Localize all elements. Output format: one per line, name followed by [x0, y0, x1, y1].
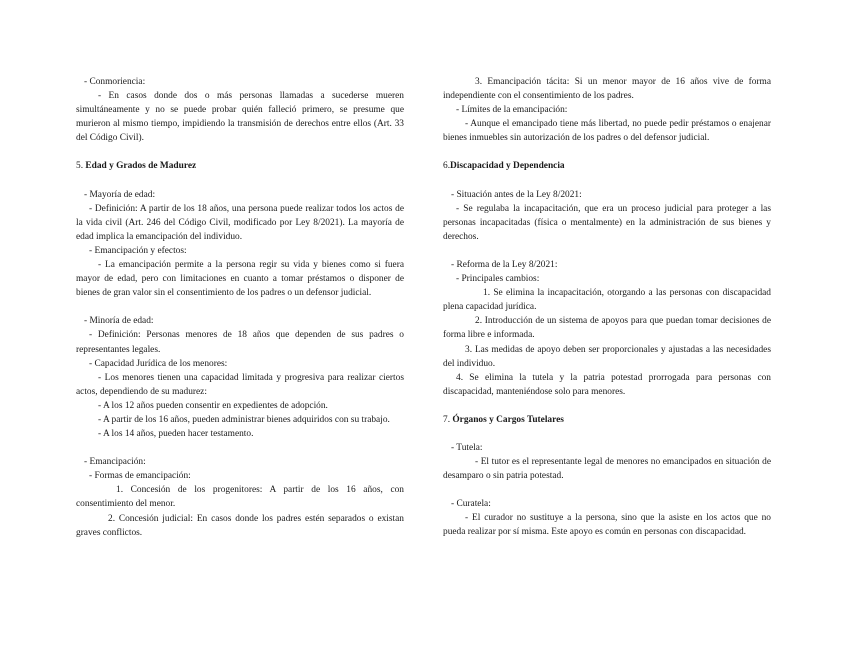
section-5-heading — [76, 159, 404, 173]
mayoria-label: - Mayoría de edad: — [84, 189, 156, 200]
emancipacion-label: - Emancipación: — [84, 457, 146, 468]
right-column — [443, 75, 771, 540]
tutela-text: - El tutor es el representante legal de menores no emancipados en situación de desamparo o sin patria potestad. — [443, 457, 771, 482]
section-7-title: Órganos y Cargos Tutelares — [452, 414, 564, 425]
capacidad-label: - Capacidad Jurídica de los menores: — [89, 358, 228, 369]
cambio-3: 3. Las medidas de apoyo deben ser proporcionales y ajustadas a las necesidades del individuo. — [443, 344, 771, 369]
curatela-label: - Curatela: — [451, 499, 491, 510]
curatela-text: - El curador no sustituye a la persona, sino que la asiste en los actos que no pueda realizar por sí misma. Este apoyo es común en personas con discapacidad. — [443, 513, 771, 538]
mayoria-definicion: - Definición: A partir de los 18 años, una persona puede realizar todos los actos de la vida civil (Art. 246 del Código Civil, modificado por Ley 8/2021). La mayoría de edad implica la emancipación del individuo. — [76, 203, 404, 242]
forma-3: 3. Emancipación tácita: Si un menor mayor de 16 años vive de forma independiente con el consentimiento de los padres. — [443, 77, 771, 102]
forma-2: 2. Concesión judicial: En casos donde los padres estén separados o existan graves conflictos. — [76, 513, 404, 538]
section-6-title: Discapacidad y Dependencia — [450, 161, 565, 172]
left-column — [76, 75, 404, 540]
section-6-number: 6. — [443, 161, 451, 172]
conmoriencia-text: - En casos donde dos o más personas llamadas a sucederse mueren simultáneamente y no se puede probar quién falleció primero, se presume que murieron al mismo tiempo, impidiendo la transmisión de derechos entre ellos (Art. 33 del Código Civil). — [76, 91, 404, 144]
capacidad-16: - A partir de los 16 años, pueden administrar bienes adquiridos con su trabajo. — [98, 414, 390, 425]
reforma-label: - Reforma de la Ley 8/2021: — [451, 259, 558, 270]
capacidad-12: - A los 12 años pueden consentir en expedientes de adopción. — [98, 400, 328, 411]
formas-label: - Formas de emancipación: — [89, 471, 191, 482]
minoria-definicion: - Definición: Personas menores de 18 años que dependen de sus padres o representantes legales. — [76, 330, 404, 355]
section-6-heading — [443, 159, 771, 173]
capacidad-text: - Los menores tienen una capacidad limitada y progresiva para realizar ciertos actos, dependiendo de su madurez: — [76, 372, 404, 397]
situacion-text: - Se regulaba la incapacitación, que era un proceso judicial para proteger a las personas incapacitadas (física o mentalmente) en la administración de sus bienes y derechos. — [443, 203, 771, 242]
situacion-label: - Situación antes de la Ley 8/2021: — [451, 189, 582, 200]
forma-1: 1. Concesión de los progenitores: A partir de los 16 años, con consentimiento del menor. — [76, 485, 404, 510]
section-5-title: Edad y Grados de Madurez — [85, 161, 197, 172]
section-5-number: 5. — [76, 161, 84, 172]
cambio-1: 1. Se elimina la incapacitación, otorgando a las personas con discapacidad plena capacidad jurídica. — [443, 288, 771, 313]
section-7-heading — [443, 413, 771, 427]
conmoriencia-label: - Conmoriencia: — [84, 77, 146, 87]
cambios-label: - Principales cambios: — [456, 274, 540, 285]
cambio-2: 2. Introducción de un sistema de apoyos para que puedan tomar decisiones de forma libre e informada. — [443, 316, 771, 341]
tutela-label: - Tutela: — [451, 442, 483, 453]
mayoria-efectos-label: - Emancipación y efectos: — [89, 245, 187, 256]
capacidad-14: - A los 14 años, pueden hacer testamento. — [98, 429, 254, 440]
cambio-4: 4. Se elimina la tutela y la patria potestad prorrogada para personas con discapacidad, manteniéndose solo para menores. — [443, 372, 771, 397]
section-7-number: 7. — [443, 414, 451, 425]
limites-text: - Aunque el emancipado tiene más libertad, no puede pedir préstamos o enajenar bienes inmuebles sin autorización de los padres o del defensor judicial. — [443, 119, 771, 144]
minoria-label: - Minoría de edad: — [84, 316, 154, 327]
limites-label: - Límites de la emancipación: — [456, 105, 568, 116]
mayoria-efectos-text: - La emancipación permite a la persona regir su vida y bienes como si fuera mayor de edad, pero con limitaciones en cuanto a tomar préstamos o disponer de bienes de gran valor sin el consentimiento de los padres o un defensor judicial. — [76, 260, 404, 299]
